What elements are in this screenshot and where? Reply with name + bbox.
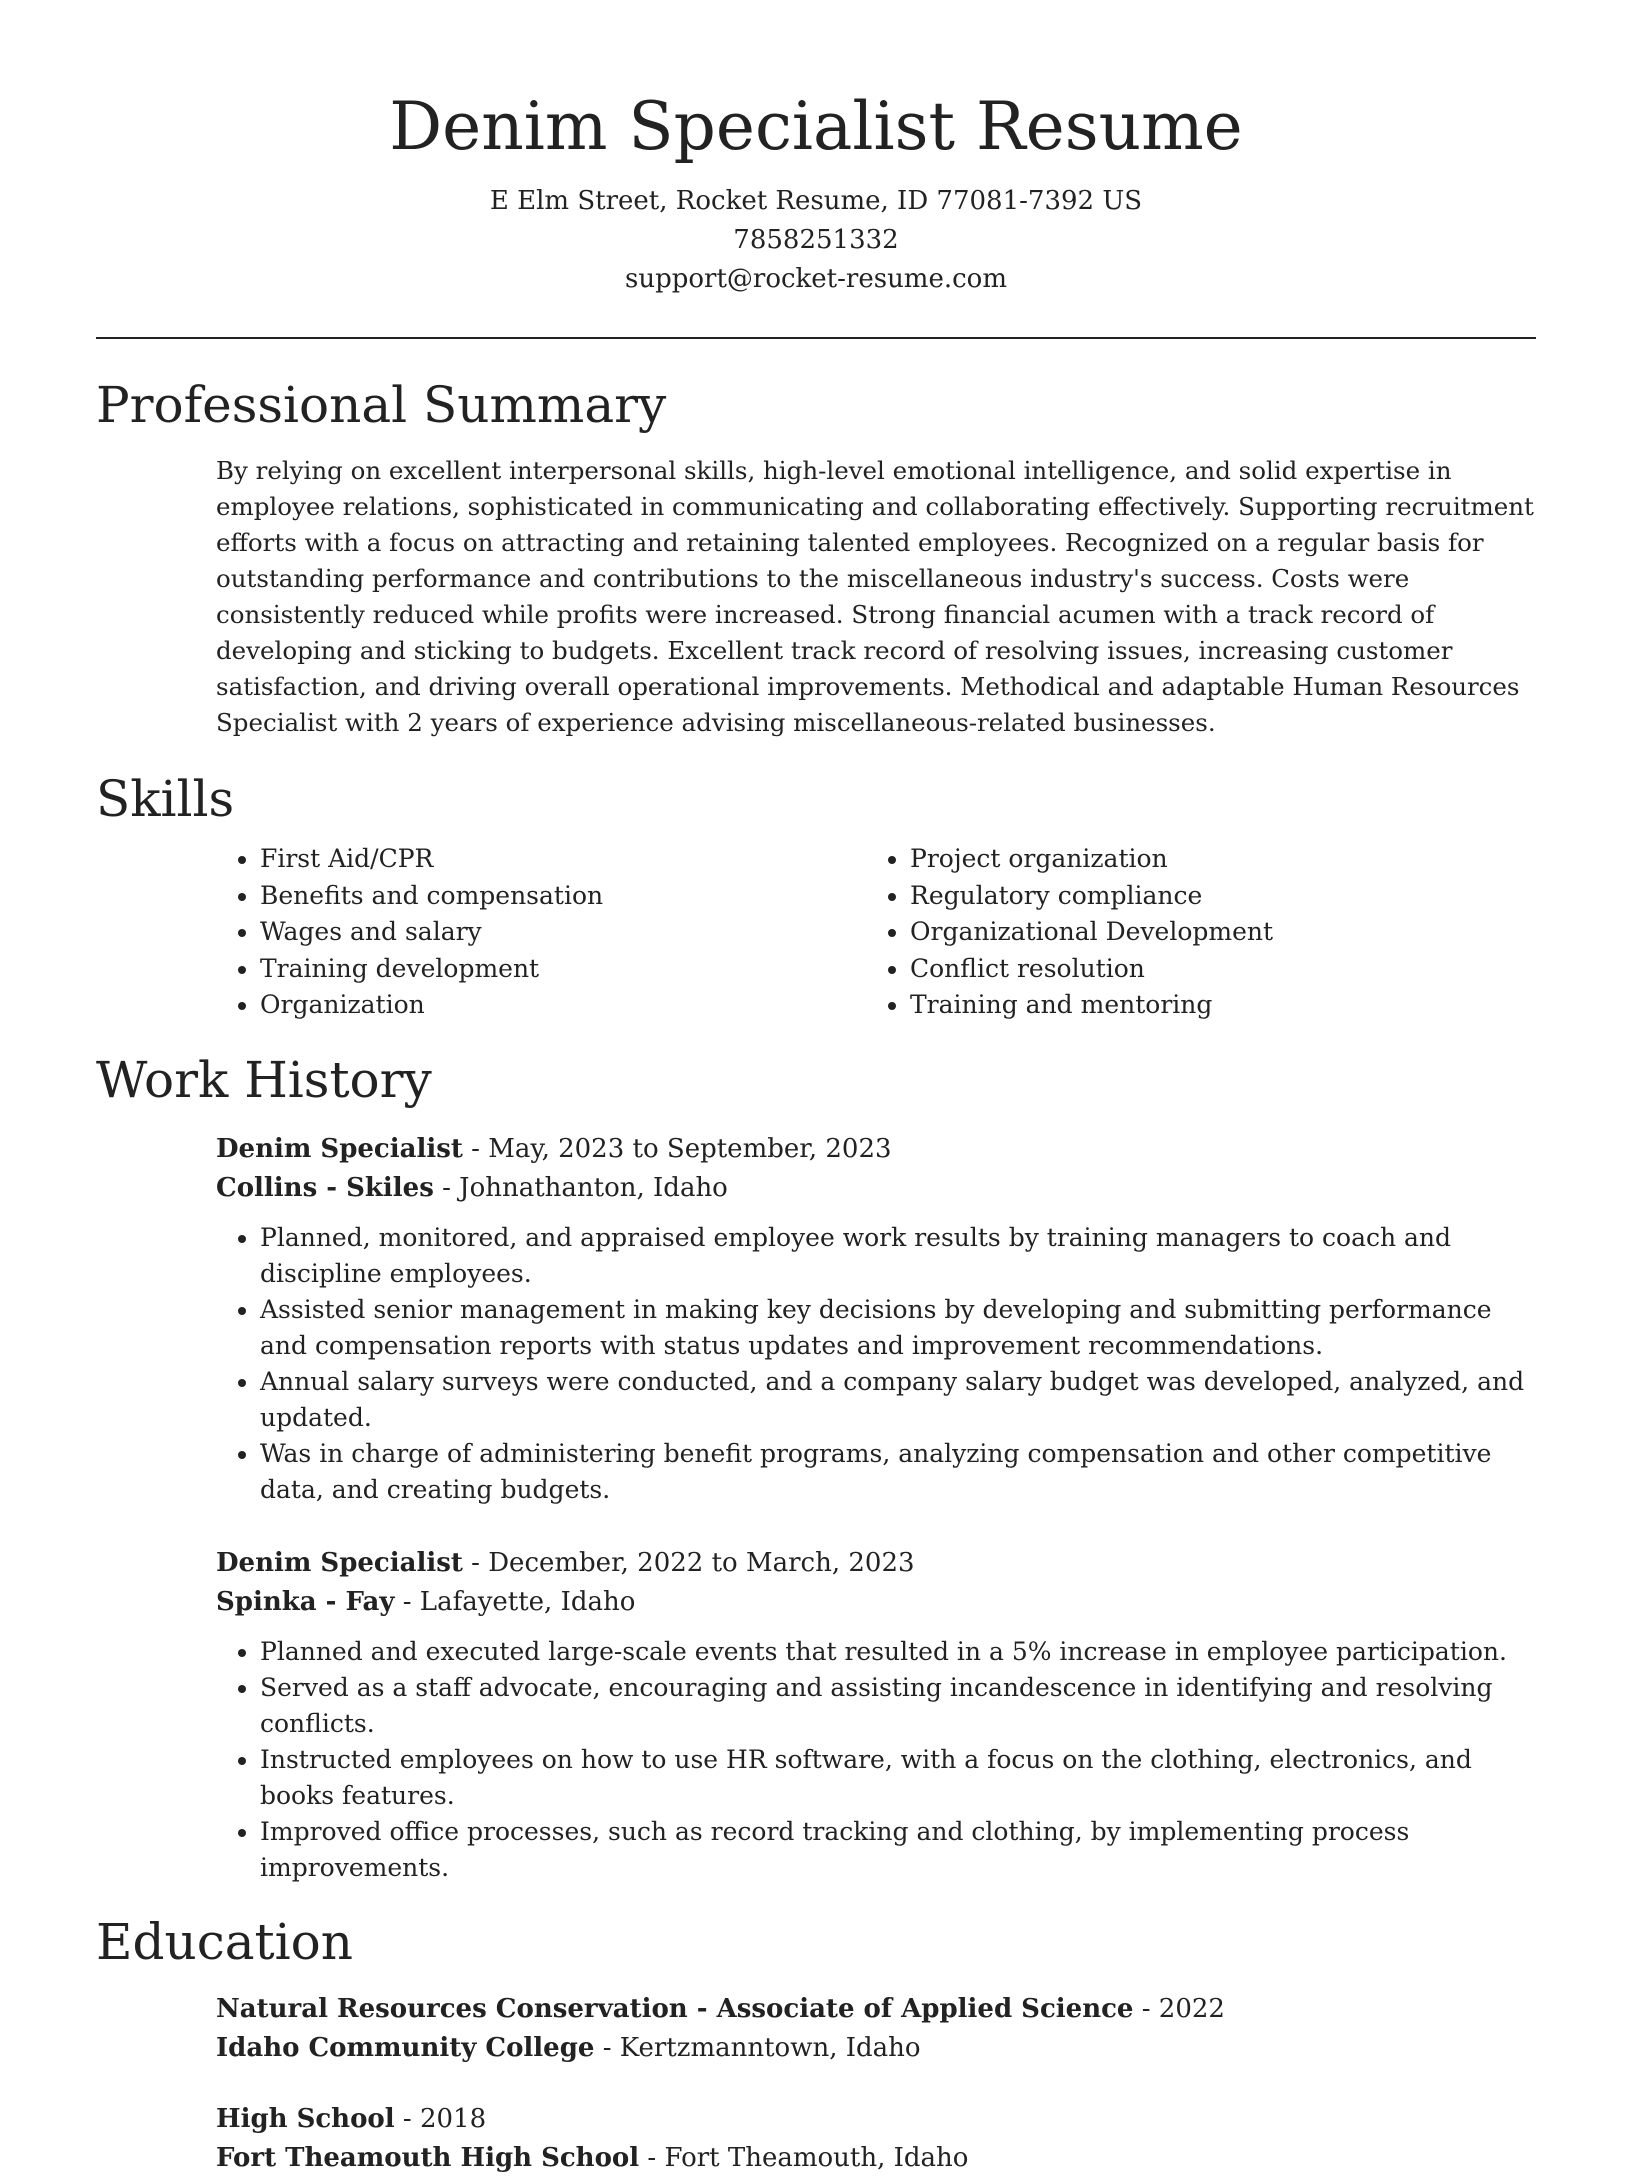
job-bullets xyxy=(216,1220,1545,1508)
skill-item: • Organizational Development xyxy=(910,914,1516,951)
education-school-line xyxy=(216,2029,1536,2068)
contact-block xyxy=(96,182,1536,299)
education-entry xyxy=(216,2100,1536,2178)
job-bullet: • Planned, monitored, and appraised employee work results by training managers to coach and discipline employees. xyxy=(260,1220,1545,1292)
skills-column-left xyxy=(216,841,866,1024)
job-entry xyxy=(216,1130,1536,1508)
header-divider xyxy=(96,337,1536,339)
job-company-line xyxy=(216,1583,1536,1622)
education-location: - Fort Theamouth, Idaho xyxy=(639,2142,969,2173)
contact-phone: 7858251332 xyxy=(733,225,899,255)
job-dates: - December, 2022 to March, 2023 xyxy=(462,1547,915,1578)
education-degree-line xyxy=(216,2100,1536,2139)
skill-item: • Wages and salary xyxy=(260,914,866,951)
skill-item: • Project organization xyxy=(910,841,1516,878)
skills-heading: Skills xyxy=(96,770,235,828)
education-heading: Education xyxy=(96,1912,353,1971)
job-bullet: • Planned and executed large-scale events that resulted in a 5% increase in employee participation. xyxy=(260,1634,1545,1670)
education-entry xyxy=(216,1990,1536,2068)
resume-title: Denim Specialist Resume xyxy=(389,88,1243,165)
education-year: - 2022 xyxy=(1133,1993,1225,2024)
work-history-heading: Work History xyxy=(96,1050,432,1109)
job-role: Denim Specialist xyxy=(216,1133,463,1164)
skill-item: • Training and mentoring xyxy=(910,987,1516,1024)
education-year: - 2018 xyxy=(394,2103,487,2134)
education-school: Idaho Community College xyxy=(216,2032,595,2063)
education-degree: Natural Resources Conservation - Associate of Applied Science xyxy=(216,1993,1134,2024)
summary-heading: Professional Summary xyxy=(96,376,667,434)
job-entry xyxy=(216,1544,1536,1886)
job-bullet: • Assisted senior management in making key decisions by developing and submitting performance and compensation reports with status updates and improvement recommendations. xyxy=(260,1292,1545,1364)
job-dates: - May, 2023 to September, 2023 xyxy=(462,1133,892,1164)
skill-item: • Regulatory compliance xyxy=(910,878,1516,915)
job-bullet: • Instructed employees on how to use HR software, with a focus on the clothing, electronics, and books features. xyxy=(260,1742,1545,1814)
resume-page xyxy=(96,0,1536,2178)
job-location: - Lafayette, Idaho xyxy=(394,1586,636,1617)
job-bullet: • Was in charge of administering benefit programs, analyzing compensation and other competitive data, and creating budgets. xyxy=(260,1436,1545,1508)
skill-item: • Organization xyxy=(260,987,866,1024)
job-title-line xyxy=(216,1544,1536,1583)
education-location: - Kertzmanntown, Idaho xyxy=(594,2032,921,2063)
job-bullets xyxy=(216,1634,1545,1886)
job-company: Collins - Skiles xyxy=(216,1172,434,1203)
job-title-line xyxy=(216,1130,1536,1169)
skill-item: • Benefits and compensation xyxy=(260,878,866,915)
job-bullet: • Served as a staff advocate, encouraging and assisting incandescence in identifying and resolving conflicts. xyxy=(260,1670,1545,1742)
skill-item: • First Aid/CPR xyxy=(260,841,866,878)
job-company: Spinka - Fay xyxy=(216,1586,395,1617)
skills-column-right xyxy=(866,841,1516,1024)
resume-header xyxy=(96,0,1536,299)
contact-address: E Elm Street, Rocket Resume, ID 77081-7392 US xyxy=(489,186,1143,216)
skill-item: • Training development xyxy=(260,951,866,988)
education-school-line xyxy=(216,2139,1536,2178)
skills-list xyxy=(216,841,1536,1024)
education-degree-line xyxy=(216,1990,1536,2029)
job-bullet: • Improved office processes, such as record tracking and clothing, by implementing process improvements. xyxy=(260,1814,1545,1886)
education-degree: High School xyxy=(216,2103,395,2134)
contact-email: support@rocket-resume.com xyxy=(624,264,1007,294)
job-company-line xyxy=(216,1169,1536,1208)
skill-item: • Conflict resolution xyxy=(910,951,1516,988)
job-location: - Johnathanton, Idaho xyxy=(433,1172,728,1203)
education-school: Fort Theamouth High School xyxy=(216,2142,640,2173)
job-bullet: • Annual salary surveys were conducted, and a company salary budget was developed, analyzed, and updated. xyxy=(260,1364,1545,1436)
job-role: Denim Specialist xyxy=(216,1547,463,1578)
summary-text: By relying on excellent interpersonal skills, high-level emotional intelligence, and solid expertise in employee relations, sophisticated in communicating and collaborating effectively. Supporting recruitment efforts with a focus on attracting and retaining talented employees. Recognized on a regular basis for outstanding performance and contributions to the miscellaneous industry's success. Costs were consistently reduced while profits were increased. Strong financial acumen with a track record of developing and sticking to budgets. Excellent track record of resolving issues, increasing customer satisfaction, and driving overall operational improvements. Methodical and adaptable Human Resources Specialist with 2 years of experience advising miscellaneous-related businesses. xyxy=(216,456,1534,737)
